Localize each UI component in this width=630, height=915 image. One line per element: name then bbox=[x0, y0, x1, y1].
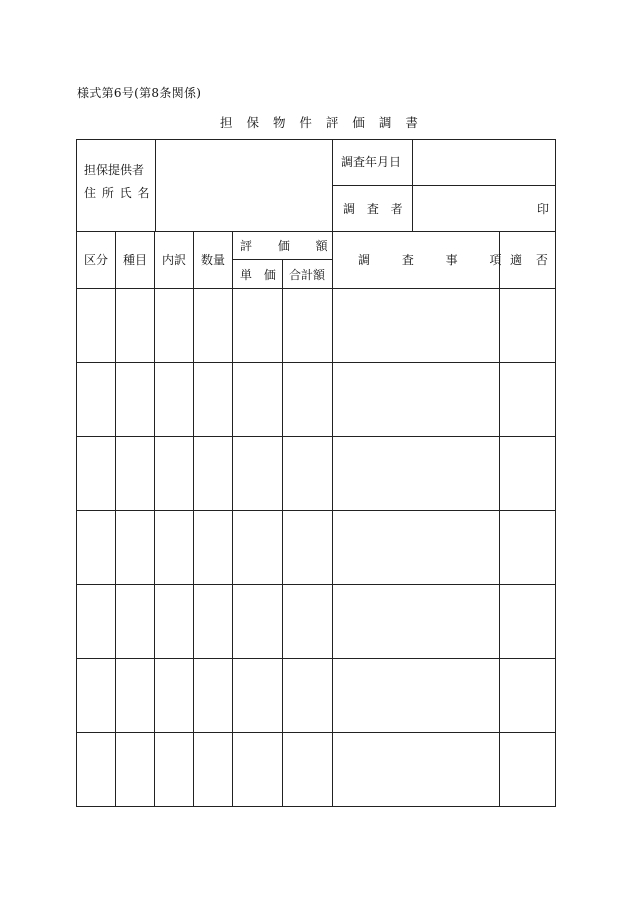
col-divider-2 bbox=[154, 231, 155, 807]
provider-label-line1: 担保提供者 bbox=[84, 163, 145, 177]
col-header-category: 区分 bbox=[84, 253, 109, 267]
col-header-breakdown: 内訳 bbox=[162, 253, 187, 267]
survey-mid-line bbox=[332, 185, 556, 186]
row-divider bbox=[76, 658, 556, 659]
col-divider-5 bbox=[282, 259, 283, 807]
row-divider bbox=[76, 510, 556, 511]
provider-label-line2: 住 所 氏 名 bbox=[84, 186, 151, 200]
col-header-survey-items: 調 査 事 項 bbox=[358, 253, 502, 267]
form-number: 様式第6号(第8条関係) bbox=[77, 86, 202, 100]
col-header-unit-price: 単 価 bbox=[240, 268, 276, 282]
column-header-bottom-line bbox=[76, 288, 556, 289]
col-divider-7 bbox=[499, 231, 500, 807]
col-divider-1 bbox=[115, 231, 116, 807]
col-header-valuation: 評 価 額 bbox=[240, 239, 328, 253]
col-header-item-type: 種目 bbox=[123, 253, 148, 267]
table-bottom-border bbox=[76, 806, 556, 807]
row-divider bbox=[76, 584, 556, 585]
form-title: 担 保 物 件 評 価 調 書 bbox=[220, 115, 420, 130]
col-header-quantity: 数量 bbox=[201, 253, 226, 267]
col-header-total: 合計額 bbox=[289, 268, 326, 282]
row-divider bbox=[76, 732, 556, 733]
col-divider-3 bbox=[193, 231, 194, 807]
investigator-label: 調 査 者 bbox=[343, 202, 403, 216]
header-bottom-line bbox=[76, 231, 556, 232]
col-divider-6 bbox=[332, 231, 333, 807]
survey-date-label: 調査年月日 bbox=[341, 155, 402, 169]
col-divider-4 bbox=[232, 231, 233, 807]
table-left-border bbox=[76, 139, 77, 807]
row-divider bbox=[76, 436, 556, 437]
table-top-border bbox=[76, 139, 556, 140]
row-divider bbox=[76, 362, 556, 363]
seal-label: 印 bbox=[537, 202, 550, 216]
col-header-suitability: 適 否 bbox=[510, 253, 548, 267]
table-right-border bbox=[555, 139, 556, 807]
provider-divider bbox=[155, 139, 156, 232]
